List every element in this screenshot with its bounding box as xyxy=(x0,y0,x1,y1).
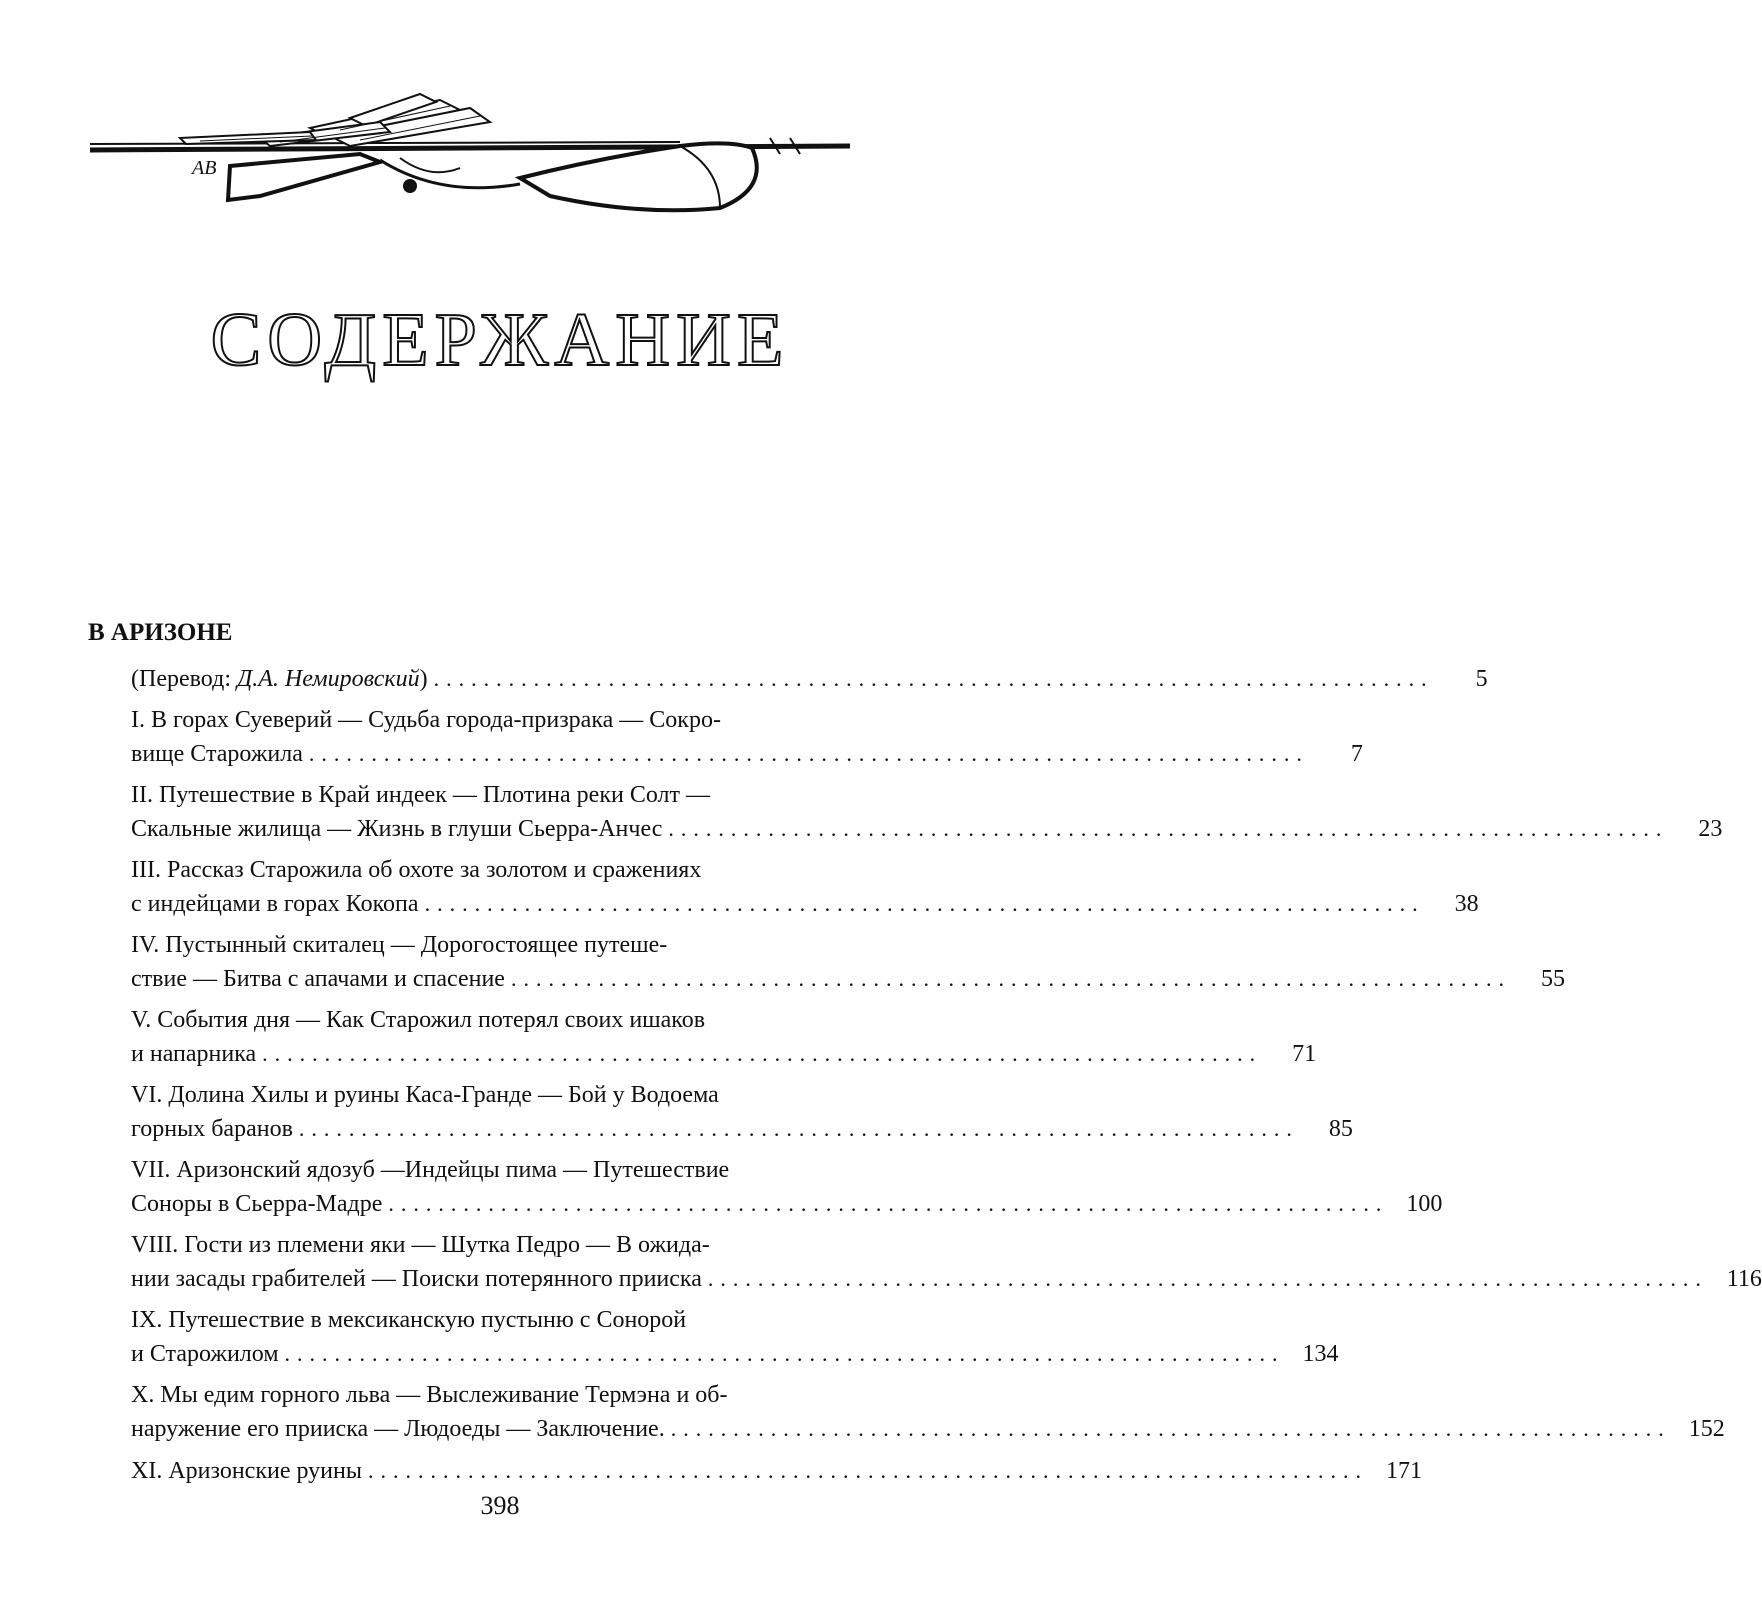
leader-dots: ................................................................................ xyxy=(510,966,1511,991)
entry-line: V. События дня — Как Старожил потерял своих ишаков xyxy=(131,1007,706,1033)
toc-entry-chapter-11[interactable] xyxy=(88,1454,1422,1488)
toc-entry-chapter-7[interactable] xyxy=(88,1154,1443,1221)
toc-entry-chapter-10[interactable] xyxy=(88,1379,1725,1446)
page-ref: 85 xyxy=(1328,1116,1353,1142)
entry-line: и Старожилом xyxy=(131,1341,279,1367)
entry-line: Соноры в Сьерра-Мадре xyxy=(131,1191,383,1217)
entry-line: IV. Пустынный скиталец — Дорогостоящее путеше- xyxy=(131,932,668,958)
leader-dots: ................................................................................ xyxy=(308,741,1309,766)
monogram: AB xyxy=(192,157,217,179)
page-ref: 7 xyxy=(1350,741,1363,767)
entry-line: XI. Аризонские руины xyxy=(131,1458,362,1484)
leader-dots: ................................................................................ xyxy=(284,1341,1285,1366)
entry-line: нии засады грабителей — Поиски потерянного прииска xyxy=(131,1266,702,1292)
entry-line: VII. Аризонский ядозуб —Индейцы пима — Путешествие xyxy=(131,1157,730,1183)
toc-entry-chapter-8[interactable] xyxy=(88,1229,1762,1296)
leader-dots: ................................................................................ xyxy=(670,1416,1671,1441)
translator-prefix: (Перевод: xyxy=(131,666,237,692)
leader-dots: ................................................................................ xyxy=(368,1458,1368,1483)
toc-entry-chapter-5[interactable] xyxy=(88,1004,1317,1071)
table-of-contents xyxy=(88,618,1762,1496)
leader-dots: ................................................................................ xyxy=(668,816,1669,841)
leader-dots: ................................................................................ xyxy=(262,1041,1263,1066)
toc-entry-translator[interactable]: (Перевод: Д.А. Немировский) ................................................................................ 5 xyxy=(88,662,898,696)
entry-line: вище Старожила xyxy=(131,741,303,767)
entry-line: X. Мы едим горного льва — Выслеживание Термэна и об- xyxy=(131,1382,728,1408)
leader-dots: ................................................................................ xyxy=(388,1191,1389,1216)
toc-entry-chapter-4[interactable] xyxy=(88,929,1565,996)
page-ref: 171 xyxy=(1386,1458,1422,1484)
leader-dots: ................................................................................ xyxy=(424,891,1425,916)
entry-line: с индейцами в горах Кокопа xyxy=(131,891,419,917)
page-ref: 71 xyxy=(1292,1041,1317,1067)
rifle-ornament-icon xyxy=(80,88,860,233)
section-heading: В АРИЗОНЕ xyxy=(88,619,233,646)
entry-line: I. В горах Суеверий — Судьба города-призрака — Сокро- xyxy=(131,707,721,733)
page-ref: 116 xyxy=(1726,1266,1762,1292)
toc-entry-chapter-6[interactable] xyxy=(88,1079,1353,1146)
page-ref: 38 xyxy=(1454,891,1479,917)
entry-line: II. Путешествие в Край индеек — Плотина реки Солт — xyxy=(131,782,710,808)
toc-entry-chapter-2[interactable] xyxy=(88,779,1723,846)
entry-line: Скальные жилища — Жизнь в глуши Сьерра-Анчес xyxy=(131,816,663,842)
toc-entry-chapter-9[interactable] xyxy=(88,1304,1339,1371)
entry-line: IX. Путешествие в мексиканскую пустыню с Сонорой xyxy=(131,1307,687,1333)
page-ref: 23 xyxy=(1698,816,1723,842)
page-ref: 5 xyxy=(1475,666,1488,692)
entry-line: III. Рассказ Старожила об охоте за золотом и сражениях xyxy=(131,857,702,883)
leader-dots: ................................................................................ xyxy=(707,1266,1708,1291)
entry-line: VI. Долина Хилы и руины Каса-Гранде — Бой у Водоема xyxy=(131,1082,719,1108)
translator-name: Д.А. Немировский xyxy=(236,666,420,692)
entry-line: наружение его прииска — Людоеды — Заключение. xyxy=(131,1416,665,1442)
leader-dots: ................................................................................ xyxy=(433,666,1434,691)
page-title: СОДЕРЖАНИЕ xyxy=(210,298,790,382)
page-ref: 55 xyxy=(1540,966,1565,992)
page-ref: 152 xyxy=(1688,1416,1725,1442)
entry-line: горных баранов xyxy=(131,1116,293,1142)
leader-dots: ................................................................................ xyxy=(298,1116,1299,1141)
page-ref: 134 xyxy=(1302,1341,1339,1367)
page-ref: 100 xyxy=(1406,1191,1443,1217)
toc-entry-chapter-1[interactable] xyxy=(88,704,1363,771)
toc-entry-chapter-3[interactable] xyxy=(88,854,1479,921)
page-number: 398 xyxy=(480,1491,520,1520)
entry-line: и напарника xyxy=(131,1041,257,1067)
entry-line: ствие — Битва с апачами и спасение xyxy=(131,966,505,992)
entry-line: VIII. Гости из племени яки — Шутка Педро — В ожида- xyxy=(131,1232,710,1258)
